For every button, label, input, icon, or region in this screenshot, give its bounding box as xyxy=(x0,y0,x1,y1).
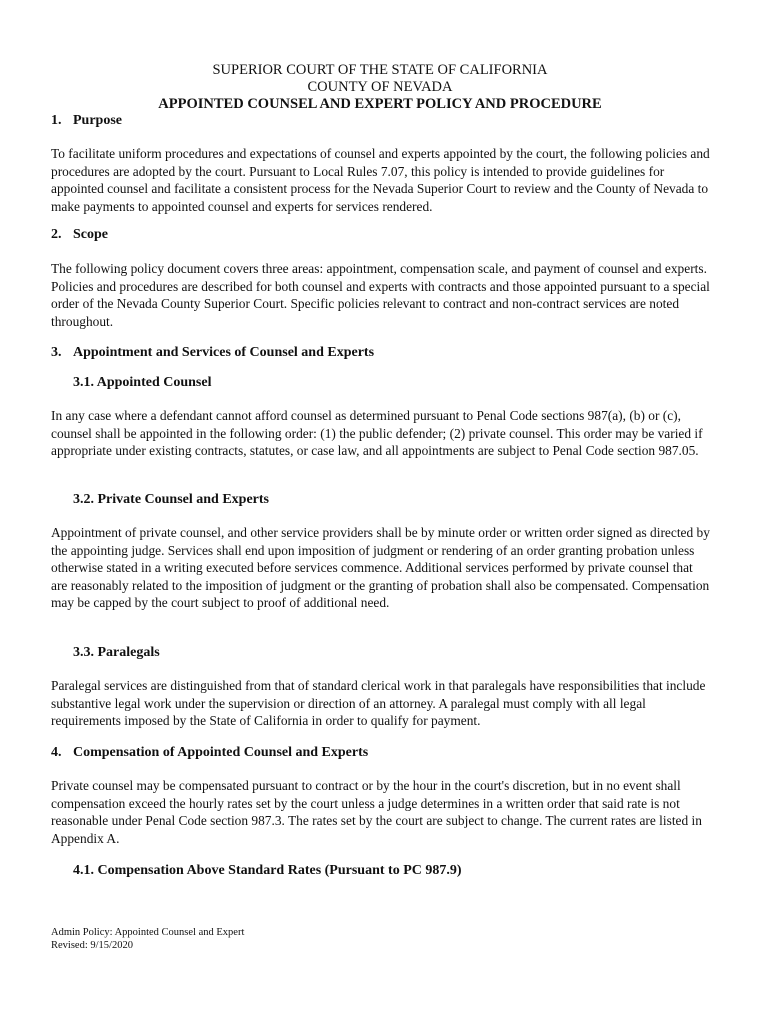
footer-policy-name: Admin Policy: Appointed Counsel and Expert xyxy=(51,927,245,938)
section-3-3-heading: 3.3. Paralegals xyxy=(73,645,160,660)
section-4-title: Compensation of Appointed Counsel and Experts xyxy=(73,745,369,760)
section-1-text: To facilitate uniform procedures and expectations of counsel and experts appointed by the court, the following policies and procedures are adopted by the court. Pursuant to Local Rules 7.07, this policy is intended to provide guidelines for appointed counsel and facilitate a consistent process for the Nevada Superior Court to review and the County of Nevada to make payments to appointed counsel and experts for services rendered. xyxy=(51,146,710,214)
section-4-heading xyxy=(51,745,368,761)
section-4-number: 4. xyxy=(51,745,62,760)
section-1-title: Purpose xyxy=(73,113,122,128)
section-3-2-body xyxy=(51,524,711,612)
section-2-title: Scope xyxy=(73,227,108,242)
section-2-text: The following policy document covers three areas: appointment, compensation scale, and payment of counsel and experts. Policies and procedures are described for both counsel and experts with contracts and those appointed pursuant to a special order of the Nevada County Superior Court. Specific policies relevant to contract and non-contract services are noted throughout. xyxy=(51,261,710,329)
document-title: APPOINTED COUNSEL AND EXPERT POLICY AND PROCEDURE xyxy=(158,96,602,112)
section-1-body xyxy=(51,145,711,215)
section-1-number: 1. xyxy=(51,113,62,128)
section-2-heading xyxy=(51,227,108,243)
section-1-heading xyxy=(51,113,122,129)
court-name-heading: SUPERIOR COURT OF THE STATE OF CALIFORNIA xyxy=(212,62,548,78)
section-3-2-heading: 3.2. Private Counsel and Experts xyxy=(73,492,269,507)
section-3-title: Appointment and Services of Counsel and Experts xyxy=(73,345,375,360)
section-4-1-heading: 4.1. Compensation Above Standard Rates (Pursuant to PC 987.9) xyxy=(73,863,462,878)
section-4-text: Private counsel may be compensated pursuant to contract or by the hour in the court's discretion, but in no event shall compensation exceed the hourly rates set by the court unless a judge determines in a written order that said rate is not reasonable under Penal Code section 987.3. The rates set by the court are subject to change. The current rates are listed in Appendix A. xyxy=(51,778,702,846)
county-heading: COUNTY OF NEVADA xyxy=(307,79,453,95)
section-3-3-text: Paralegal services are distinguished from that of standard clerical work in that paralegals have responsibilities that include substantive legal work under the supervision or direction of an attorney. A paralegal must comply with all legal requirements imposed by the State of California in order to qualify for payment. xyxy=(51,678,706,729)
section-3-3-body xyxy=(51,677,711,730)
section-2-body xyxy=(51,260,711,330)
section-3-2-text: Appointment of private counsel, and other service providers shall be by minute order or written order signed as directed by the appointing judge. Services shall end upon imposition of judgment or rendering of an order granting probation unless otherwise stated in a writing executed before services commence. Additional services performed by private counsel that are reasonably related to the imposition of judgment or the granting of probation shall also be compensated. Compensation may be capped by the court subject to proof of additional need. xyxy=(51,525,710,611)
section-3-1-heading: 3.1. Appointed Counsel xyxy=(73,375,212,390)
section-3-heading xyxy=(51,345,374,361)
section-3-1-text: In any case where a defendant cannot afford counsel as determined pursuant to Penal Code sections 987(a), (b) or (c), counsel shall be appointed in the following order: (1) the public defender; (2) private counsel. This order may be varied if appropriate under existing contracts, statutes, or case law, and all appointments are subject to Penal Code section 987.05. xyxy=(51,408,703,459)
section-2-number: 2. xyxy=(51,227,62,242)
section-4-body xyxy=(51,777,711,847)
footer-revised-date: Revised: 9/15/2020 xyxy=(51,940,133,951)
section-3-number: 3. xyxy=(51,345,62,360)
section-3-1-body xyxy=(51,407,711,460)
